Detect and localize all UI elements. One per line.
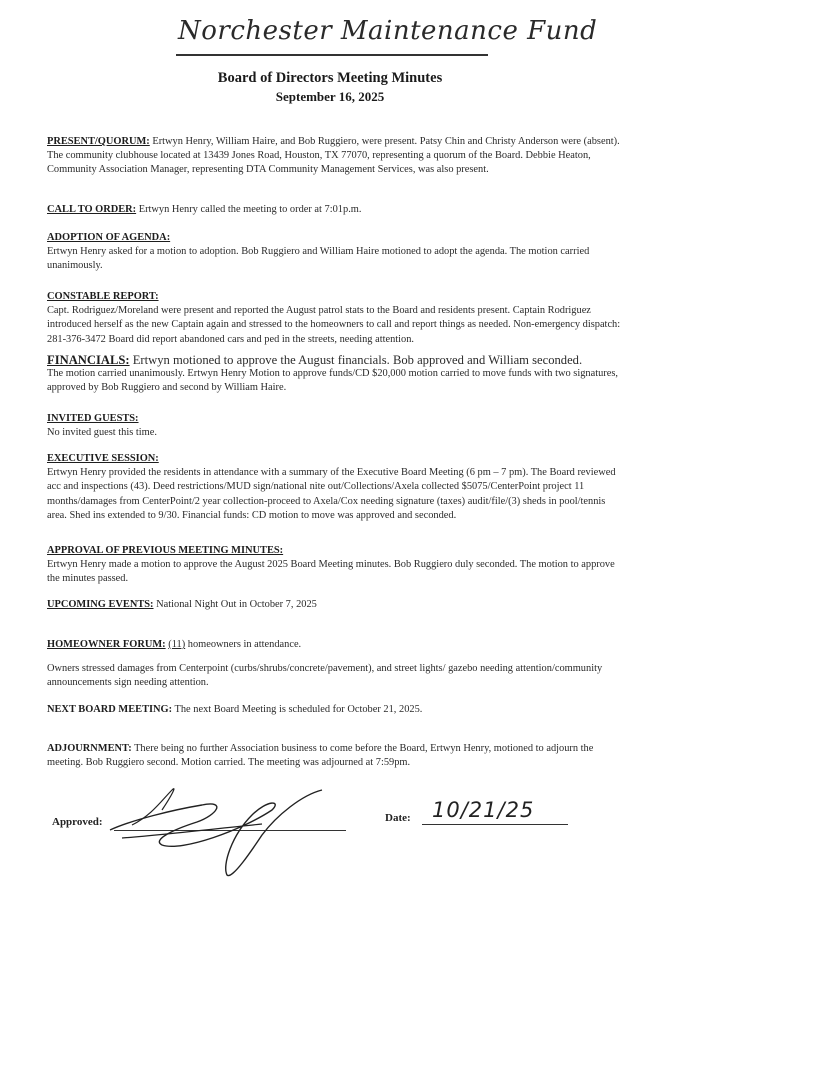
meeting-date: September 16, 2025 xyxy=(275,89,385,104)
letterhead-rule xyxy=(176,54,488,56)
section-body: homeowners in attendance. xyxy=(185,639,302,650)
section-body: Ertwyn Henry provided the residents in attendance with a summary of the Executive Board Meeting (6 pm – 7 pm). The Board reviewed acc and inspections (43). Deed restrictions/MUD sign/national nite out/Collections/Axela collected $5075/CenterPoint project 11 months/damages from CenterPoint/2 year collection-proceed to Axela/Cox needing signature (taxes) audit/file/(3) sheds in pool/tennis area. Shed ins extended to 9/30. Financial funds: CD motion to move was approved and seconded. xyxy=(47,467,616,521)
handwritten-date: 10/21/25 xyxy=(432,798,535,822)
section-body: Ertwyn Henry made a motion to approve the August 2025 Board Meeting minutes. Bob Ruggiero duly seconded. The motion to approve the minutes passed. xyxy=(47,559,615,585)
section-constable-report xyxy=(47,290,627,347)
section-body: The next Board Meeting is scheduled for October 21, 2025. xyxy=(172,704,423,715)
letterhead xyxy=(178,16,598,46)
section-approval-of-minutes xyxy=(47,544,627,587)
section-body: Ertwyn Henry asked for a motion to adoption. Bob Ruggiero and William Haire motioned to adopt the agenda. The motion carried unanimously. xyxy=(47,246,590,272)
section-body: The motion carried unanimously. Ertwyn Henry Motion to approve funds/CD $20,000 motion carried to move funds with two signatures, approved by Bob Ruggiero and second by William Haire. xyxy=(47,368,619,394)
section-heading: UPCOMING EVENTS: xyxy=(47,599,154,610)
section-body: National Night Out in October 7, 2025 xyxy=(153,599,317,610)
section-executive-session xyxy=(47,452,627,523)
section-heading: NEXT BOARD MEETING: xyxy=(47,704,173,715)
section-adjournment xyxy=(47,742,627,770)
section-next-board-meeting xyxy=(47,703,627,717)
section-heading: CONSTABLE REPORT: xyxy=(47,291,159,302)
section-body: Owners stressed damages from Centerpoint (curbs/shrubs/concrete/pavement), and street lights/ gazebo needing attention/community announcements sign needing attention. xyxy=(47,663,603,689)
section-heading: CALL TO ORDER: xyxy=(47,204,137,215)
date-line xyxy=(422,824,568,825)
section-heading: ADJOURNMENT: xyxy=(47,743,132,754)
section-body: Capt. Rodriguez/Moreland were present and reported the August patrol stats to the Board and residents present. Captain Rodriguez introduced herself as the new Captain again and stressed to the homeowners to call and report things as needed. Non-emergency dispatch: 281-376-3472 Board did report abandoned cars and ped in the streets, needing attention. xyxy=(47,305,621,345)
section-call-to-order xyxy=(47,203,627,217)
section-homeowner-forum xyxy=(47,638,627,652)
document-title: Board of Directors Meeting Minutes xyxy=(217,70,443,86)
attendance-count: (11) xyxy=(168,639,186,650)
section-heading: PRESENT/QUORUM: xyxy=(47,136,150,147)
section-adoption-of-agenda xyxy=(47,231,627,274)
section-heading: EXECUTIVE SESSION: xyxy=(47,453,159,464)
section-present-quorum xyxy=(47,135,627,178)
section-invited-guests xyxy=(47,412,627,440)
date-label: Date: xyxy=(385,812,411,824)
section-lead: Ertwyn motioned to approve the August financials. Bob approved and William seconded. xyxy=(129,353,583,367)
signature-block xyxy=(52,780,652,890)
section-body: No invited guest this time. xyxy=(47,427,157,439)
section-heading: INVITED GUESTS: xyxy=(47,413,139,424)
approved-label: Approved: xyxy=(52,816,103,828)
handwritten-signature xyxy=(102,780,332,880)
section-homeowner-forum-detail xyxy=(47,662,627,690)
section-body: Ertwyn Henry called the meeting to order at 7:01p.m. xyxy=(136,204,362,215)
section-upcoming-events xyxy=(47,598,627,612)
org-name: Norchester Maintenance Fund xyxy=(178,16,598,46)
section-heading: ADOPTION OF AGENDA: xyxy=(47,232,171,243)
section-body: There being no further Association business to come before the Board, Ertwyn Henry, motioned to adjourn the meeting. Bob Ruggiero second. Motion carried. The meeting was adjourned at 7:59pm. xyxy=(47,743,594,769)
section-financials xyxy=(47,353,627,396)
section-heading: HOMEOWNER FORUM: xyxy=(47,639,166,650)
section-heading: APPROVAL OF PREVIOUS MEETING MINUTES: xyxy=(47,545,284,556)
section-body: Ertwyn Henry, William Haire, and Bob Ruggiero, were present. Patsy Chin and Christy Anderson were (absent). The community clubhouse located at 13439 Jones Road, Houston, TX 77070, representing a quorum of the Board. Debbie Heaton, Community Association Manager, representing DTA Community Management Services, was also present. xyxy=(47,136,620,176)
section-heading: FINANCIALS: xyxy=(47,353,130,367)
